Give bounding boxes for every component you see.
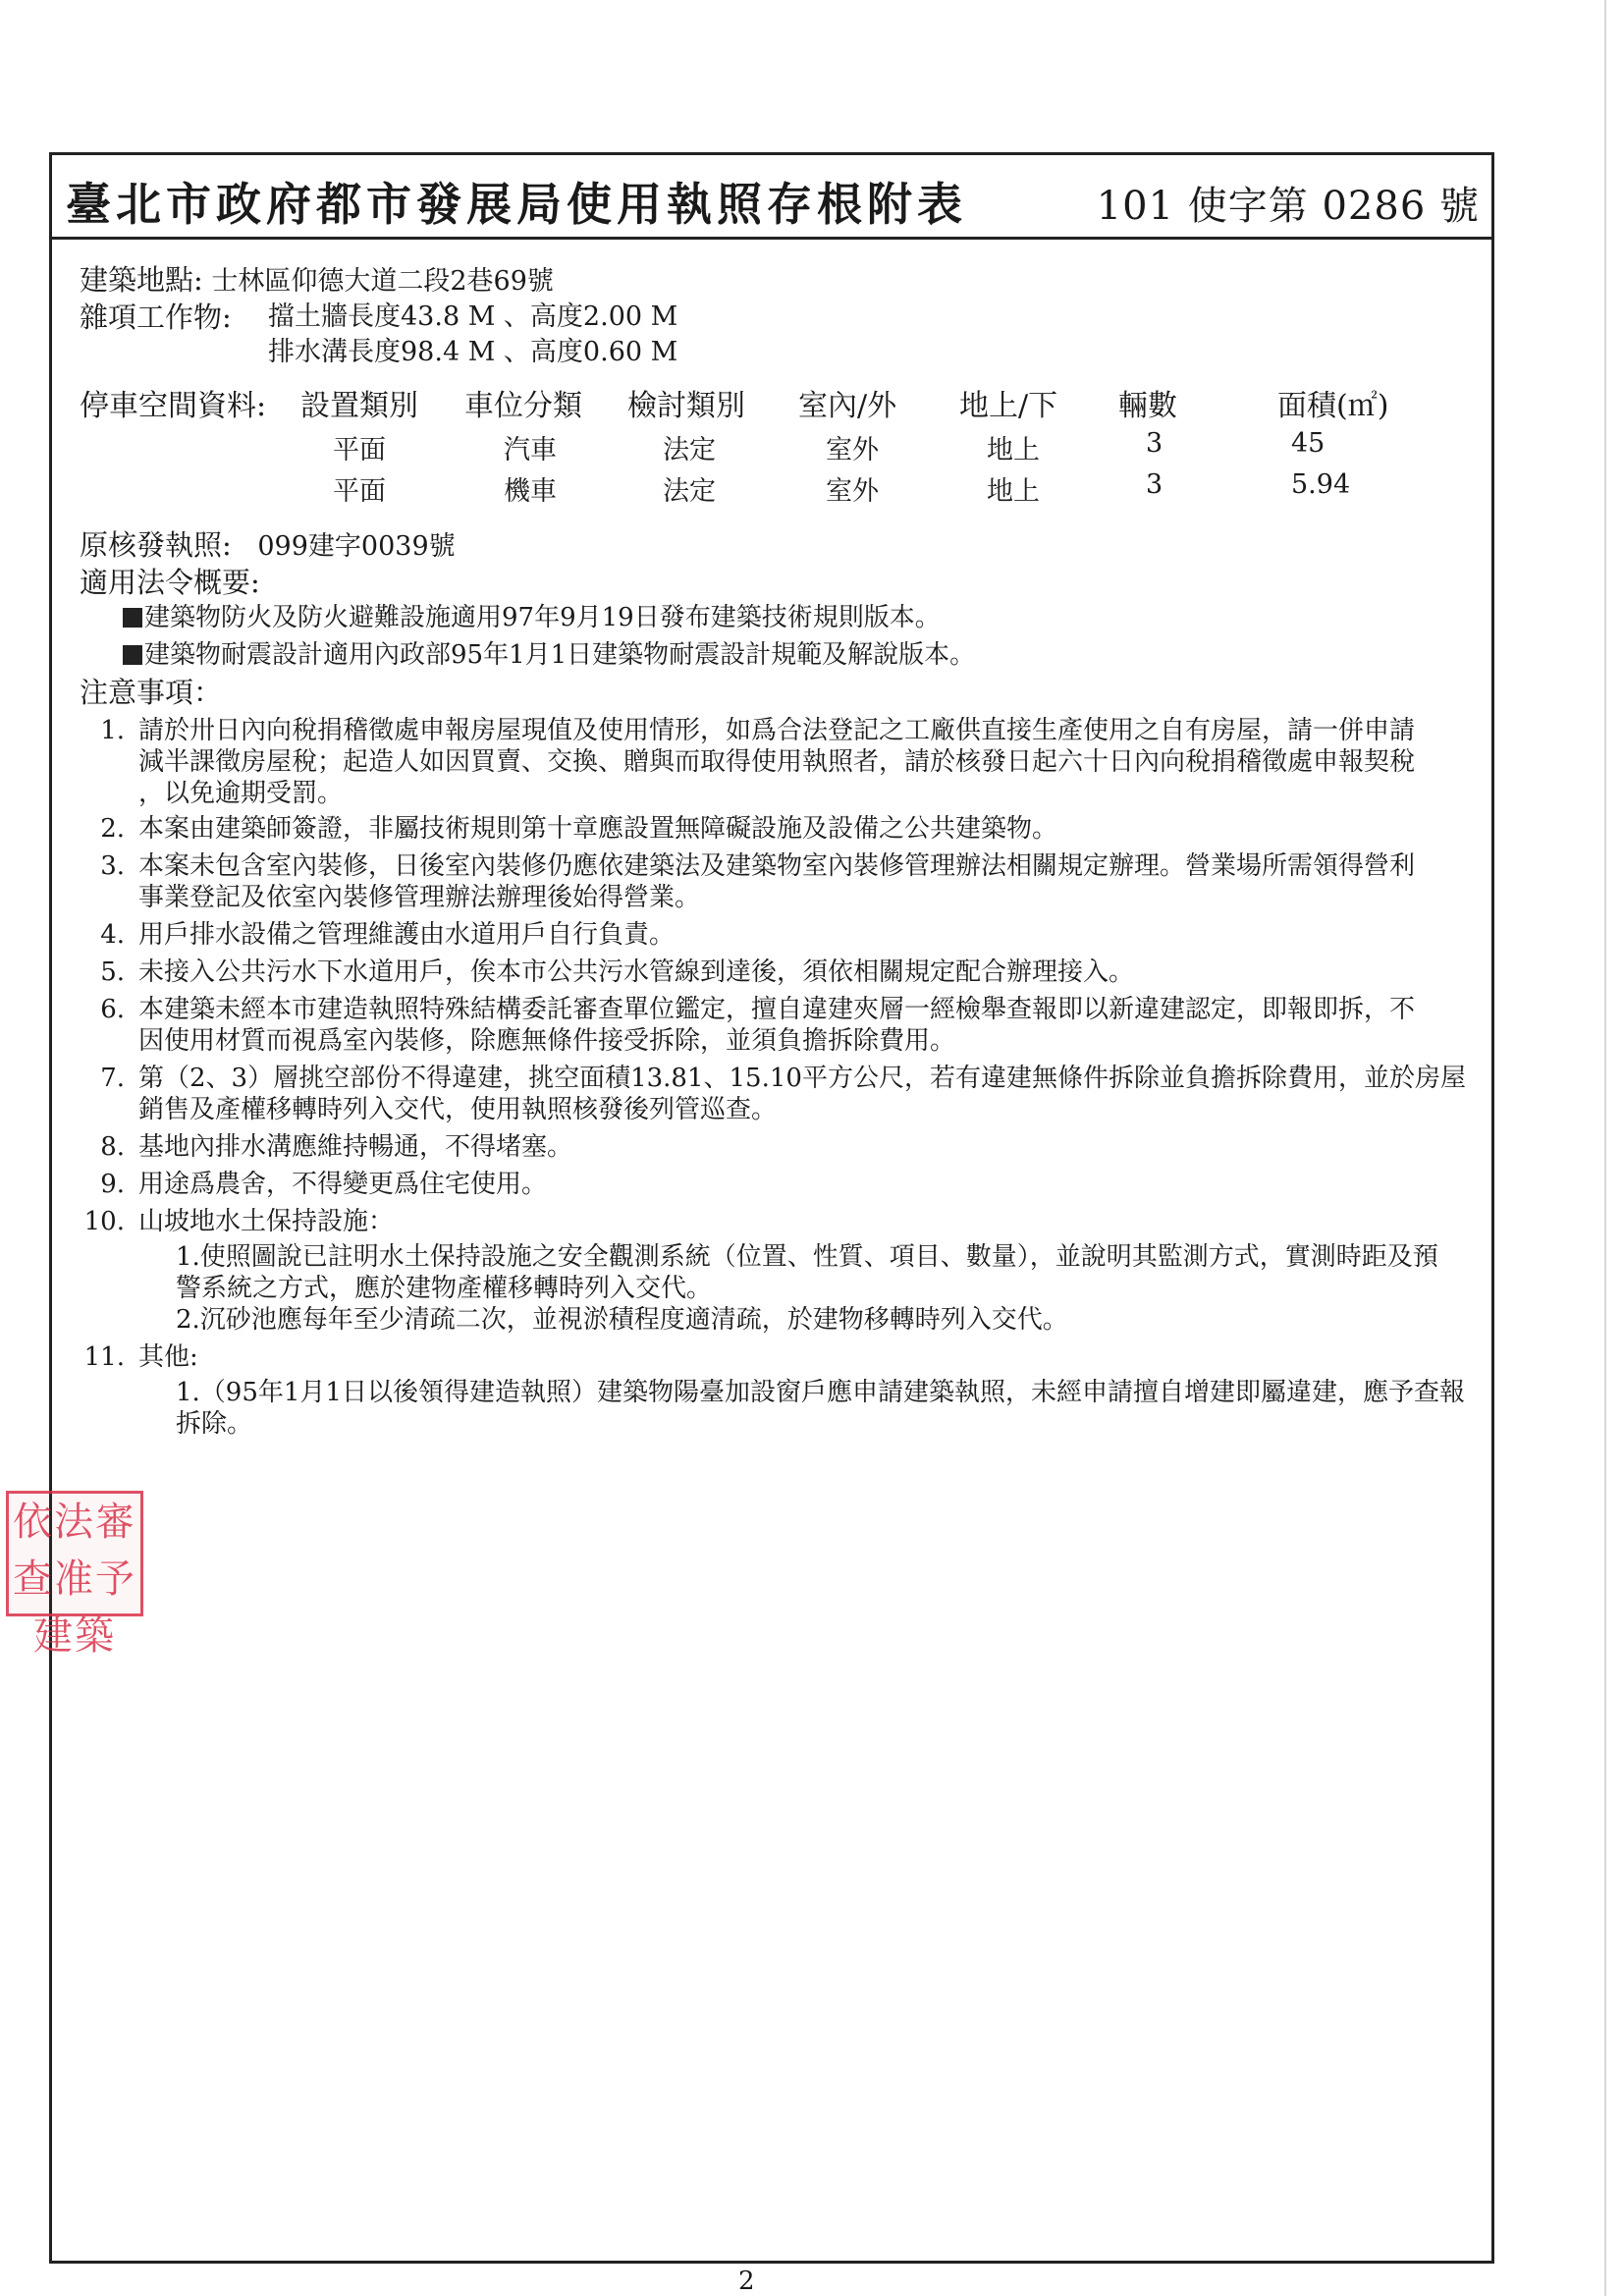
parking-cell: 汽車 <box>504 435 557 465</box>
note-number: 8. <box>100 1132 125 1162</box>
note-number: 5. <box>100 957 125 987</box>
parking-cell: 室外 <box>826 476 879 507</box>
note-10-sub-line: 2.沉砂池應每年至少清疏二次，並視淤積程度適清疏，於建物移轉時列入交代。 <box>176 1305 1068 1335</box>
note-line: 事業登記及依室內裝修管理辦法辦理後始得營業。 <box>138 883 701 912</box>
note-line: 用途爲農舍，不得變更爲住宅使用。 <box>138 1170 548 1199</box>
parking-table <box>52 381 1491 519</box>
notes-label: 注意事項： <box>80 676 223 709</box>
law-text: 建築物耐震設計適用內政部95年1月1日建築物耐震設計規範及解說版本。 <box>144 640 976 670</box>
permit-number: 101 使字第 0286 號 <box>1096 184 1480 229</box>
parking-cell: 3 <box>1146 428 1163 459</box>
note-number: 1. <box>100 716 125 745</box>
misc-works-line-2: 排水溝長度98.4 M 、高度0.60 M <box>268 337 678 367</box>
site-row <box>80 263 554 299</box>
parking-cell: 平面 <box>333 476 386 507</box>
note-10-sub-line: 1.使照圖說已註明水土保持設施之安全觀測系統（位置、性質、項目、數量），並說明其監測方式，實測時距及預 <box>176 1242 1438 1272</box>
parking-cell: 地上 <box>987 476 1040 507</box>
law-item <box>123 634 975 671</box>
misc-works-row <box>80 301 232 336</box>
note-line: 基地內排水溝應維持暢通，不得堵塞。 <box>138 1132 573 1162</box>
parking-header: 輛數 <box>1118 389 1177 423</box>
parking-header: 車位分類 <box>464 389 582 423</box>
note-line: 山坡地水土保持設施： <box>138 1207 395 1236</box>
site-label: 建築地點: <box>80 263 203 297</box>
page-number: 2 <box>738 2267 755 2296</box>
note-line: ，以免逾期受罰。 <box>138 779 344 808</box>
note-11-sub-line: 拆除。 <box>176 1409 253 1439</box>
official-seal-stamp: 依法審查准予建築 <box>6 1491 143 1616</box>
law-item <box>123 597 941 633</box>
document-frame <box>49 152 1494 2264</box>
scan-edge <box>1604 0 1606 2296</box>
note-line: 用戶排水設備之管理維護由水道用戶自行負責。 <box>138 920 676 950</box>
note-number: 11. <box>83 1342 125 1372</box>
parking-label: 停車空間資料: <box>80 389 267 423</box>
checkbox-filled-icon <box>123 608 142 628</box>
parking-header: 設置類別 <box>300 389 418 423</box>
note-line: 因使用材質而視爲室內裝修，除應無條件接受拆除，並須負擔拆除費用。 <box>138 1026 956 1056</box>
original-permit-value: 099建字0039號 <box>257 531 456 562</box>
parking-cell: 3 <box>1146 469 1163 500</box>
site-value: 士林區仰德大道二段2巷69號 <box>211 266 554 297</box>
header-bar <box>52 155 1491 240</box>
law-text: 建築物防火及防火避難設施適用97年9月19日發布建築技術規則版本。 <box>144 603 941 632</box>
note-line: 請於卅日內向稅捐稽徵處申報房屋現值及使用情形，如爲合法登記之工廠供直接生產使用之自有房屋，請一併申請 <box>138 716 1416 745</box>
original-permit-row <box>80 528 456 564</box>
note-line: 減半課徵房屋稅；起造人如因買賣、交換、贈與而取得使用執照者，請於核發日起六十日內向稅捐稽徵處申報契稅 <box>138 747 1416 777</box>
note-line: 未接入公共污水下水道用戶，俟本市公共污水管線到達後，須依相關規定配合辦理接入。 <box>138 957 1135 987</box>
note-number: 4. <box>100 920 125 950</box>
misc-works-label: 雜項工作物: <box>80 301 232 334</box>
original-permit-label: 原核發執照: <box>80 528 232 562</box>
note-line: 本案未包含室內裝修，日後室內裝修仍應依建築法及建築物室內裝修管理辦法相關規定辦理。營業場所需領得營利 <box>138 851 1416 881</box>
checkbox-filled-icon <box>123 645 142 665</box>
parking-cell: 地上 <box>987 435 1040 465</box>
note-number: 10. <box>83 1207 125 1236</box>
note-10-sub-line: 警系統之方式，應於建物產權移轉時列入交代。 <box>176 1274 713 1303</box>
note-line: 銷售及產權移轉時列入交代，使用執照核發後列管巡查。 <box>138 1095 778 1124</box>
parking-cell: 法定 <box>663 476 716 507</box>
parking-header: 面積(㎡) <box>1277 389 1389 423</box>
parking-header: 地上/下 <box>959 389 1058 423</box>
note-number: 3. <box>100 851 125 881</box>
note-number: 6. <box>100 995 125 1024</box>
note-line: 其他: <box>138 1342 198 1372</box>
note-number: 9. <box>100 1170 125 1199</box>
parking-cell: 機車 <box>504 476 557 507</box>
parking-cell: 室外 <box>826 435 879 465</box>
note-11-sub-line: 1.（95年1月1日以後領得建造執照）建築物陽臺加設窗戶應申請建築執照，未經申請擅自增建即屬違建，應予查報 <box>176 1378 1465 1407</box>
page-title: 臺北市政府都市發展局使用執照存根附表 <box>66 178 967 231</box>
laws-label: 適用法令概要: <box>80 566 260 599</box>
parking-cell: 45 <box>1291 428 1325 459</box>
parking-header: 室內/外 <box>798 389 897 423</box>
note-number: 7. <box>100 1064 125 1093</box>
note-line: 第（2、3）層挑空部份不得違建，挑空面積13.81、15.10平方公尺，若有違建無條件拆除並負擔拆除費用，並於房屋 <box>138 1064 1466 1093</box>
parking-cell: 平面 <box>333 435 386 465</box>
misc-works-line-1: 擋土牆長度43.8 M 、高度2.00 M <box>268 301 678 332</box>
parking-header: 檢討類別 <box>627 389 745 423</box>
note-number: 2. <box>100 814 125 844</box>
note-line: 本案由建築師簽證，非屬技術規則第十章應設置無障礙設施及設備之公共建築物。 <box>138 814 1058 844</box>
parking-cell: 法定 <box>663 435 716 465</box>
note-line: 本建築未經本市建造執照特殊結構委託審查單位鑑定，擅自違建夾層一經檢舉查報即以新違建認定，即報即拆，不 <box>138 995 1416 1024</box>
parking-cell: 5.94 <box>1291 469 1351 500</box>
